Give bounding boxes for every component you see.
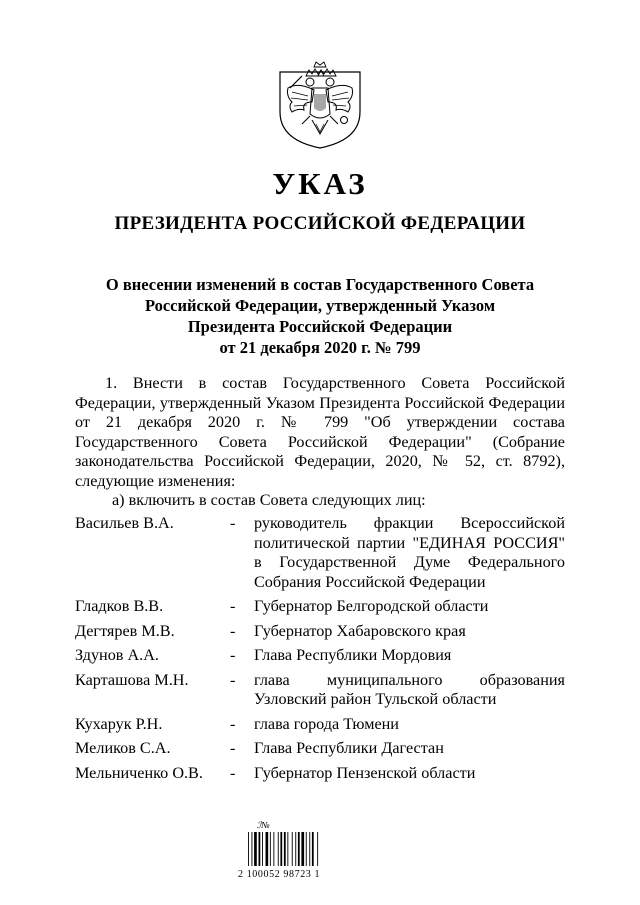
persons-list [75, 514, 565, 783]
paragraph-1 [75, 374, 565, 491]
barcode-bar [317, 832, 318, 866]
barcode-bars [248, 832, 318, 866]
person-role: Глава Республики Дагестан [254, 739, 444, 757]
barcode-bar [280, 832, 282, 866]
person-role: Губернатор Белгородской области [254, 597, 489, 615]
document-title: УКАЗ [272, 166, 368, 201]
barcode-bar [259, 832, 261, 866]
barcode-bar [248, 832, 249, 866]
person-row [75, 671, 565, 710]
person-row [75, 715, 565, 735]
person-dash: - [230, 763, 236, 782]
person-name: Меликов С.А. [75, 739, 171, 757]
person-dash: - [230, 670, 236, 689]
person-role: руководитель фракции Всероссийской политической партии "ЕДИНАЯ РОССИЯ" в Государственной Думе Федерального Собрания Российской Федерации [254, 514, 565, 591]
person-dash: - [230, 514, 236, 532]
barcode-bar [312, 832, 314, 866]
person-name: Гладков В.В. [75, 597, 164, 615]
barcode-bar [254, 832, 257, 866]
person-name: Кухарук Р.Н. [75, 714, 163, 733]
person-dash: - [230, 739, 236, 757]
barcode-bar [301, 832, 304, 866]
barcode-bar [266, 832, 269, 866]
person-row [75, 597, 565, 617]
person-role: Губернатор Пензенской области [254, 763, 476, 782]
person-dash: - [230, 597, 236, 615]
barcode-mark: ℐ№ [257, 820, 270, 830]
barcode-bar [298, 832, 300, 866]
person-role: глава города Тюмени [254, 714, 399, 733]
person-row [75, 622, 565, 642]
person-name: Карташова М.Н. [75, 670, 189, 689]
heading-line: О внесении изменений в состав Государственного Совета [105, 275, 535, 294]
barcode-number: 2 100052 98723 1 [238, 869, 321, 880]
person-row [75, 514, 565, 592]
barcode-bar [252, 832, 253, 866]
person-role: глава муниципального образования Узловский район Тульской области [254, 670, 565, 708]
person-name: Васильев В.А. [75, 514, 174, 532]
heading-line: Президента Российской Федерации [187, 317, 453, 336]
person-row [75, 764, 565, 784]
person-name: Дегтярев М.В. [75, 621, 175, 640]
person-row [75, 646, 565, 666]
barcode-bar [306, 832, 307, 866]
subpoint-a: а) включить в состав Совета следующих лиц: [112, 491, 426, 509]
barcode-bar [287, 832, 288, 866]
person-role: Глава Республики Мордовия [254, 646, 452, 664]
barcode-bar [270, 832, 271, 866]
barcode-bar [284, 832, 286, 866]
person-name: Мельниченко О.В. [75, 763, 203, 782]
barcode-bar [309, 832, 310, 866]
person-name: Здунов А.А. [75, 646, 159, 664]
person-row [75, 739, 565, 759]
barcode-bar [262, 832, 263, 866]
coat-of-arms-icon [276, 58, 364, 150]
barcode-bar [278, 832, 279, 866]
heading-line: Российской Федерации, утвержденный Указом [144, 296, 496, 315]
document-subtitle: ПРЕЗИДЕНТА РОССИЙСКОЙ ФЕДЕРАЦИИ [114, 213, 526, 234]
heading-line: от 21 декабря 2020 г. № 799 [219, 338, 421, 357]
paragraph-text: 1. Внести в состав Государственного Совета Российской Федерации, утвержденный Указом Президента Российской Федерации от 21 декабря 2020 г. № 799 "Об утверждении состава Государственного Совета Российской Федерации" (Собрание законодательства Российской Федерации, 2020, № 52, ст. 8792), следующие изменения: [75, 374, 565, 490]
person-dash: - [230, 621, 236, 640]
person-dash: - [230, 646, 236, 664]
decree-heading [100, 274, 540, 358]
person-role: Губернатор Хабаровского края [254, 621, 466, 640]
barcode-bar [295, 832, 296, 866]
barcode-bar [292, 832, 293, 866]
barcode-bar [273, 832, 274, 866]
person-dash: - [230, 714, 236, 733]
